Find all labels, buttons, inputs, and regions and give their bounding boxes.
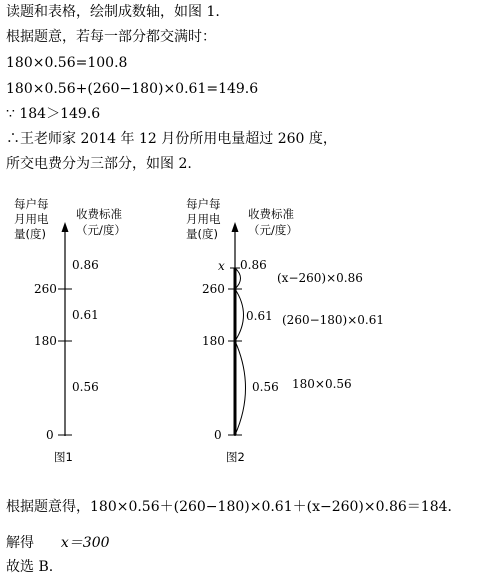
fig2-arc-lower — [235, 341, 246, 435]
fig1-price-label-2: （元/度） — [76, 223, 126, 237]
conclusion-line: 故选 B. — [6, 559, 54, 575]
equation-line: 根据题意得，180×0.56＋(260−180)×0.61＋(x−260)×0.86＝184． — [6, 499, 462, 515]
fig2-price-061: 0.61 — [246, 309, 273, 323]
text-line-4: 180×0.56+(260−180)×0.61=149.6 — [6, 81, 259, 97]
number-axis-figures — [0, 196, 501, 471]
fig1-axis-arrow — [62, 222, 69, 232]
figure-1 — [14, 197, 126, 464]
text-line-5: ∵ 184＞149.6 — [6, 106, 101, 122]
text-line-2: 根据题意，若每一部分都交满时： — [6, 29, 216, 45]
fig2-tick-label-0: 0 — [214, 428, 222, 442]
solution: x＝300 — [60, 535, 110, 551]
solve-line — [6, 534, 110, 552]
fig2-tick-label-x: x — [218, 259, 225, 273]
fig1-axis-label-3: 量(度) — [14, 227, 46, 241]
fig1-price-056: 0.56 — [72, 380, 99, 394]
fig2-price-label-2: （元/度） — [248, 223, 298, 237]
fig2-price-056: 0.56 — [252, 380, 279, 394]
fig1-axis-label-2: 月用电 — [14, 212, 49, 226]
fig2-tick-label-260: 260 — [202, 282, 225, 296]
fig1-price-086: 0.86 — [72, 258, 99, 272]
fig2-expr-lower: 180×0.56 — [292, 377, 352, 391]
fig2-tick-label-180: 180 — [202, 334, 225, 348]
fig2-expr-upper: (x−260)×0.86 — [277, 271, 363, 285]
text-line-7: 所交电费分为三部分，如图 2. — [6, 156, 192, 172]
fig1-tick-label-180: 180 — [34, 334, 57, 348]
fig2-axis-label-3: 量(度) — [186, 227, 218, 241]
text-line-1: 读题和表格，绘制成数轴，如图 1. — [6, 4, 220, 20]
fig1-price-label-1: 收费标准 — [76, 207, 122, 221]
fig1-tick-label-260: 260 — [34, 282, 57, 296]
fig2-expr-middle: (260−180)×0.61 — [282, 313, 384, 327]
fig2-axis-arrow — [232, 222, 239, 232]
fig1-price-061: 0.61 — [72, 308, 99, 322]
figure-2 — [186, 197, 384, 464]
fig2-price-086: 0.86 — [240, 258, 267, 272]
fig2-axis-label-1: 每户每 — [186, 197, 221, 211]
fig2-axis-label-2: 月用电 — [186, 212, 221, 226]
text-line-3: 180×0.56=100.8 — [6, 55, 128, 71]
fig1-axis-label-1: 每户每 — [14, 197, 49, 211]
text-line-6: ∴王老师家 2014 年 12 月份所用电量超过 260 度， — [6, 131, 337, 147]
solve-prefix: 解得 — [6, 535, 34, 551]
fig1-caption: 图1 — [54, 450, 73, 464]
fig1-tick-label-0: 0 — [46, 428, 54, 442]
fig2-price-label-1: 收费标准 — [248, 207, 294, 221]
fig2-caption: 图2 — [226, 450, 245, 464]
